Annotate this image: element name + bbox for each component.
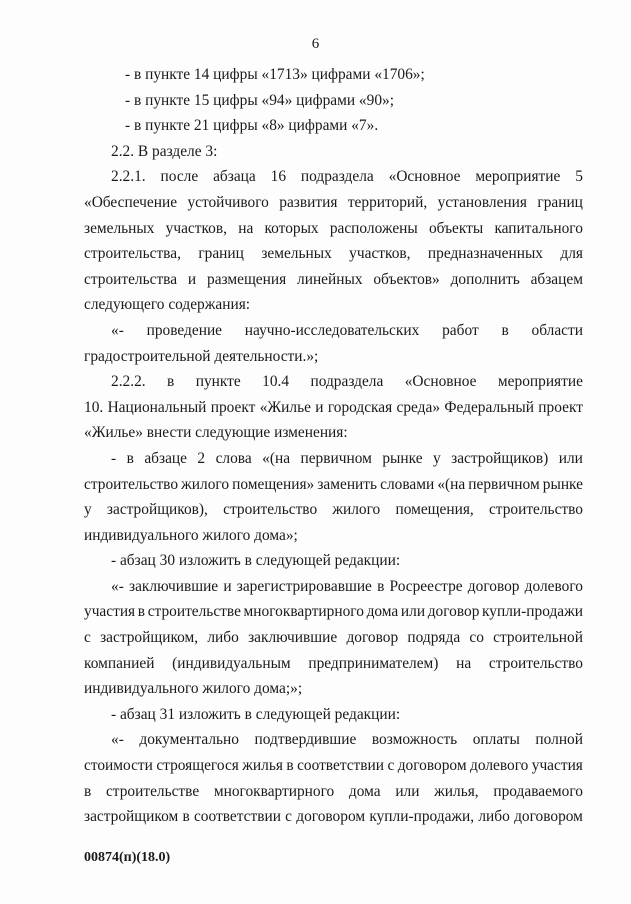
word: жилья: [242, 757, 283, 775]
word: строящегося: [156, 757, 239, 775]
word: застройщиком,: [100, 629, 199, 647]
word: «(на: [262, 449, 291, 467]
word: участия: [84, 603, 136, 621]
paragraph-p7: [84, 369, 583, 446]
document-body: [84, 62, 583, 830]
word: или: [400, 603, 426, 621]
word: области: [531, 321, 583, 339]
word: дома: [366, 603, 399, 621]
text-line: [84, 164, 583, 190]
word: (индивидуальным: [172, 654, 291, 672]
word: предназначенных: [427, 245, 543, 263]
word: среда»: [396, 398, 441, 416]
word: полной: [535, 731, 583, 749]
word: документально: [139, 731, 239, 749]
word: многоквартирного: [213, 782, 335, 800]
word: 2.2.2.: [111, 373, 146, 391]
word: подраздела: [300, 168, 374, 186]
word: договор: [346, 629, 399, 647]
word: в: [167, 373, 175, 391]
word: проект: [538, 398, 583, 416]
text-line: [84, 267, 583, 293]
word: строительство: [223, 501, 318, 519]
word: абзаце: [144, 449, 187, 467]
word: компанией: [84, 654, 155, 672]
word: договором: [397, 757, 467, 775]
word: дополнить: [450, 270, 520, 288]
word: слова: [215, 449, 252, 467]
word: рынке: [542, 475, 583, 493]
word: после: [160, 168, 199, 186]
word: абзаца: [213, 168, 256, 186]
word: «Основное: [388, 168, 461, 186]
paragraph-p12: [84, 727, 583, 829]
word: строительстве: [147, 603, 241, 621]
text-line: - в пункте 14 цифры «1713» цифрами «1706»;: [125, 66, 425, 83]
word: пункте: [195, 373, 241, 391]
word: подтвердившие: [254, 731, 357, 749]
word: у: [432, 449, 441, 467]
text-line: [84, 574, 583, 600]
word: участков,: [349, 245, 411, 263]
word: научно-исследовательских: [244, 321, 420, 339]
word: которых: [264, 219, 319, 237]
word: многоквартирного: [243, 603, 364, 621]
word: развития: [279, 193, 338, 211]
word: земельных: [261, 245, 332, 263]
text-line: следующего содержания:: [84, 296, 251, 314]
document-code: 00874(п)(18.0): [84, 850, 171, 865]
word: линейных: [297, 270, 363, 288]
word: строительства,: [84, 245, 181, 263]
word: заключившие: [129, 577, 219, 595]
word: и: [223, 577, 232, 595]
paragraph-p5: [84, 164, 583, 318]
word: со: [469, 629, 484, 647]
word: «-: [111, 321, 124, 339]
word: первичном: [468, 475, 540, 493]
word: купли-продажи: [482, 603, 583, 621]
word: подраздела: [310, 373, 384, 391]
word: долевого: [470, 757, 529, 775]
word: договор: [467, 577, 520, 595]
text-line: [84, 241, 583, 267]
word: договором: [514, 808, 583, 826]
paragraph-p10: [84, 574, 583, 702]
word: жилья,: [434, 782, 479, 800]
word: установления: [437, 193, 527, 211]
word: зарегистрировавшие: [236, 577, 372, 595]
word: дома: [348, 782, 381, 800]
word: «Обеспечение: [84, 193, 178, 211]
word: помещения»: [232, 475, 315, 493]
word: подряда: [407, 629, 461, 647]
word: размещения: [207, 270, 287, 288]
text-line: [84, 497, 583, 523]
word: границ: [537, 193, 583, 211]
paragraph-p8: [84, 446, 583, 548]
text-line: - в пункте 21 цифры «8» цифрами «7».: [125, 117, 379, 135]
word: объектов»: [373, 270, 440, 288]
text-line: «Жилье» внести следующие изменения:: [84, 424, 348, 442]
text-line: [84, 625, 583, 651]
word: стоимости: [84, 757, 153, 775]
word: абзацем: [530, 270, 583, 288]
word: границ: [198, 245, 244, 263]
word: предпринимателем): [308, 654, 439, 672]
word: проведение: [146, 321, 223, 339]
word: капитального: [494, 219, 583, 237]
word: 10.: [84, 398, 104, 416]
word: 2: [197, 449, 206, 467]
word: с: [387, 757, 395, 775]
word: продаваемого: [493, 782, 583, 800]
word: соответствии: [193, 808, 281, 826]
word: устойчивого: [187, 193, 269, 211]
text-line: градостроительной деятельности.»;: [84, 347, 319, 365]
text-line: [84, 446, 583, 472]
text-line: индивидуального жилого дома;»;: [84, 680, 303, 698]
paragraph-p11: [84, 702, 583, 728]
word: словами: [380, 475, 435, 493]
word: «(на: [437, 475, 466, 493]
text-line: индивидуального жилого дома»;: [84, 526, 298, 544]
word: Федеральный: [444, 398, 534, 416]
paragraph-p1: [84, 62, 583, 88]
word: объекты: [428, 219, 484, 237]
word: на: [456, 654, 472, 672]
word: помещения,: [395, 501, 474, 519]
word: заключившие: [248, 629, 338, 647]
word: в: [501, 321, 509, 339]
word: строительства: [84, 270, 178, 288]
word: земельных: [84, 219, 155, 237]
text-line: [84, 369, 583, 395]
word: расположены: [329, 219, 418, 237]
word: участков,: [165, 219, 227, 237]
word: застройщиков),: [106, 501, 208, 519]
word: территорий,: [347, 193, 428, 211]
word: долевого: [524, 577, 583, 595]
text-line: [84, 779, 583, 805]
word: возможность: [371, 731, 458, 749]
word: либо: [478, 808, 510, 826]
word: заменить: [317, 475, 378, 493]
text-line: [84, 190, 583, 216]
word: строительстве: [105, 782, 200, 800]
text-line: [84, 318, 583, 344]
text-line: [84, 651, 583, 677]
word: «Жилье: [259, 398, 311, 416]
text-line: - абзац 30 изложить в следующей редакции:: [111, 552, 401, 570]
word: жилого: [332, 501, 381, 519]
word: «-: [111, 731, 124, 749]
paragraph-p6: [84, 318, 583, 369]
word: строительство: [488, 501, 583, 519]
word: оплаты: [472, 731, 520, 749]
word: купли-продажи,: [369, 808, 475, 826]
word: Национальный: [107, 398, 207, 416]
word: мероприятие: [497, 373, 583, 391]
word: или: [395, 782, 420, 800]
page-number: 6: [311, 36, 320, 52]
paragraph-p3: [84, 113, 583, 139]
word: -: [111, 449, 117, 467]
text-line: [84, 472, 583, 498]
word: 2.2.1.: [111, 168, 146, 186]
word: проект: [210, 398, 256, 416]
paragraph-p2: [84, 88, 583, 114]
word: строительной: [493, 629, 583, 647]
word: в: [182, 808, 190, 826]
word: участия: [531, 757, 583, 775]
word: в: [137, 603, 146, 621]
word: жилого: [181, 475, 230, 493]
word: рынке: [382, 449, 423, 467]
word: и: [315, 398, 324, 416]
word: 5: [575, 168, 583, 186]
word: с: [285, 808, 293, 826]
word: первичном: [300, 449, 372, 467]
word: в: [126, 449, 134, 467]
text-line: [84, 395, 583, 421]
word: договор: [427, 603, 480, 621]
text-line: [84, 599, 583, 625]
word: или: [558, 449, 583, 467]
text-line: [84, 727, 583, 753]
word: либо: [207, 629, 239, 647]
word: для: [560, 245, 583, 263]
word: застройщиков): [451, 449, 549, 467]
word: строительство: [488, 654, 583, 672]
text-line: [84, 216, 583, 242]
word: и: [187, 270, 197, 288]
word: «Основное: [404, 373, 477, 391]
word: строительство: [84, 475, 179, 493]
word: работ: [442, 321, 479, 339]
word: 10.4: [262, 373, 290, 391]
word: Росреестре: [389, 577, 463, 595]
text-line: - в пункте 15 цифры «94» цифрами «90»;: [125, 91, 394, 109]
word: 16: [270, 168, 287, 186]
text-line: [84, 804, 583, 830]
word: договором: [296, 808, 366, 826]
word: у: [84, 501, 92, 519]
text-line: [84, 753, 583, 779]
word: в: [377, 577, 385, 595]
word: в: [84, 782, 92, 800]
word: на: [238, 219, 254, 237]
word: «-: [111, 577, 124, 595]
text-line: 2.2. В разделе 3:: [111, 142, 218, 160]
paragraph-p4: [84, 139, 583, 165]
word: городская: [327, 398, 393, 416]
word: застройщиком: [84, 808, 179, 826]
paragraph-p9: [84, 548, 583, 574]
word: в: [286, 757, 294, 775]
word: соответствии: [297, 757, 385, 775]
word: с: [84, 629, 91, 647]
text-line: - абзац 31 изложить в следующей редакции:: [111, 705, 401, 723]
word: мероприятие: [475, 168, 561, 186]
